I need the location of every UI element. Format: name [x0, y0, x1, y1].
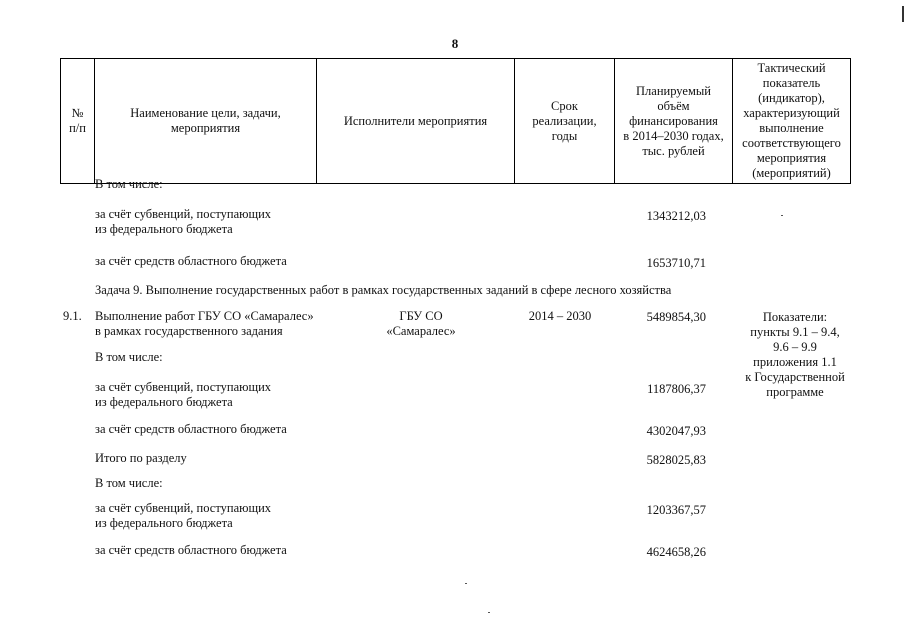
- header-col-number: № п/п: [61, 59, 95, 184]
- item91-number: 9.1.: [63, 309, 82, 323]
- item91-term: 2014 – 2030: [528, 309, 592, 323]
- item91-regional-value: 4302047,93: [646, 424, 706, 438]
- header-col-name: Наименование цели, задачи, мероприятия: [95, 59, 317, 184]
- top-including-label: В том числе:: [95, 177, 163, 191]
- item91-federal-label: за счёт субвенций, поступающих из федерального бюджета: [95, 380, 272, 409]
- total-label: Итого по разделу: [95, 451, 187, 465]
- scan-speck: [465, 583, 467, 584]
- item91-including-label: В том числе:: [95, 350, 163, 364]
- header-col-term: Срок реализации, годы: [515, 59, 615, 184]
- total-value: 5828025,83: [646, 453, 706, 467]
- item91-federal-value: 1187806,37: [647, 382, 706, 396]
- task9-title: Задача 9. Выполнение государственных работ в рамках государственных заданий в сфере лесного хозяйства: [95, 283, 672, 297]
- top-federal-value: 1343212,03: [646, 209, 706, 223]
- total-regional-label: за счёт средств областного бюджета: [95, 543, 287, 557]
- table-header: [60, 58, 851, 184]
- scan-speck: [488, 612, 490, 613]
- scan-edge-mark: [902, 6, 904, 22]
- total-regional-value: 4624658,26: [646, 545, 706, 559]
- item91-regional-label: за счёт средств областного бюджета: [95, 422, 287, 436]
- top-regional-label: за счёт средств областного бюджета: [95, 254, 287, 268]
- top-regional-value: 1653710,71: [646, 256, 706, 270]
- scan-speck: [781, 215, 783, 216]
- total-federal-value: 1203367,57: [646, 503, 706, 517]
- header-row: [61, 59, 851, 184]
- item91-value: 5489854,30: [646, 310, 706, 324]
- total-federal-label: за счёт субвенций, поступающих из федерального бюджета: [95, 501, 272, 530]
- header-col-executors: Исполнители мероприятия: [317, 59, 515, 184]
- header-col-financing: Планируемый объём финансирования в 2014–2030 годах, тыс. рублей: [615, 59, 733, 184]
- item91-name: Выполнение работ ГБУ СО «Самаралес» в рамках государственного задания: [95, 309, 314, 338]
- item91-indicator: Показатели: пункты 9.1 – 9.4, 9.6 – 9.9 приложения 1.1 к Государственной программе: [745, 310, 845, 399]
- item91-executor: ГБУ СО «Самаралес»: [386, 309, 456, 338]
- header-col-indicator: Тактический показатель (индикатор), характеризующий выполнение соответствующего мероприятия (мероприятий): [733, 59, 851, 184]
- page-number: 8: [451, 36, 459, 51]
- top-federal-label: за счёт субвенций, поступающих из федерального бюджета: [95, 207, 272, 236]
- total-including-label: В том числе:: [95, 476, 163, 490]
